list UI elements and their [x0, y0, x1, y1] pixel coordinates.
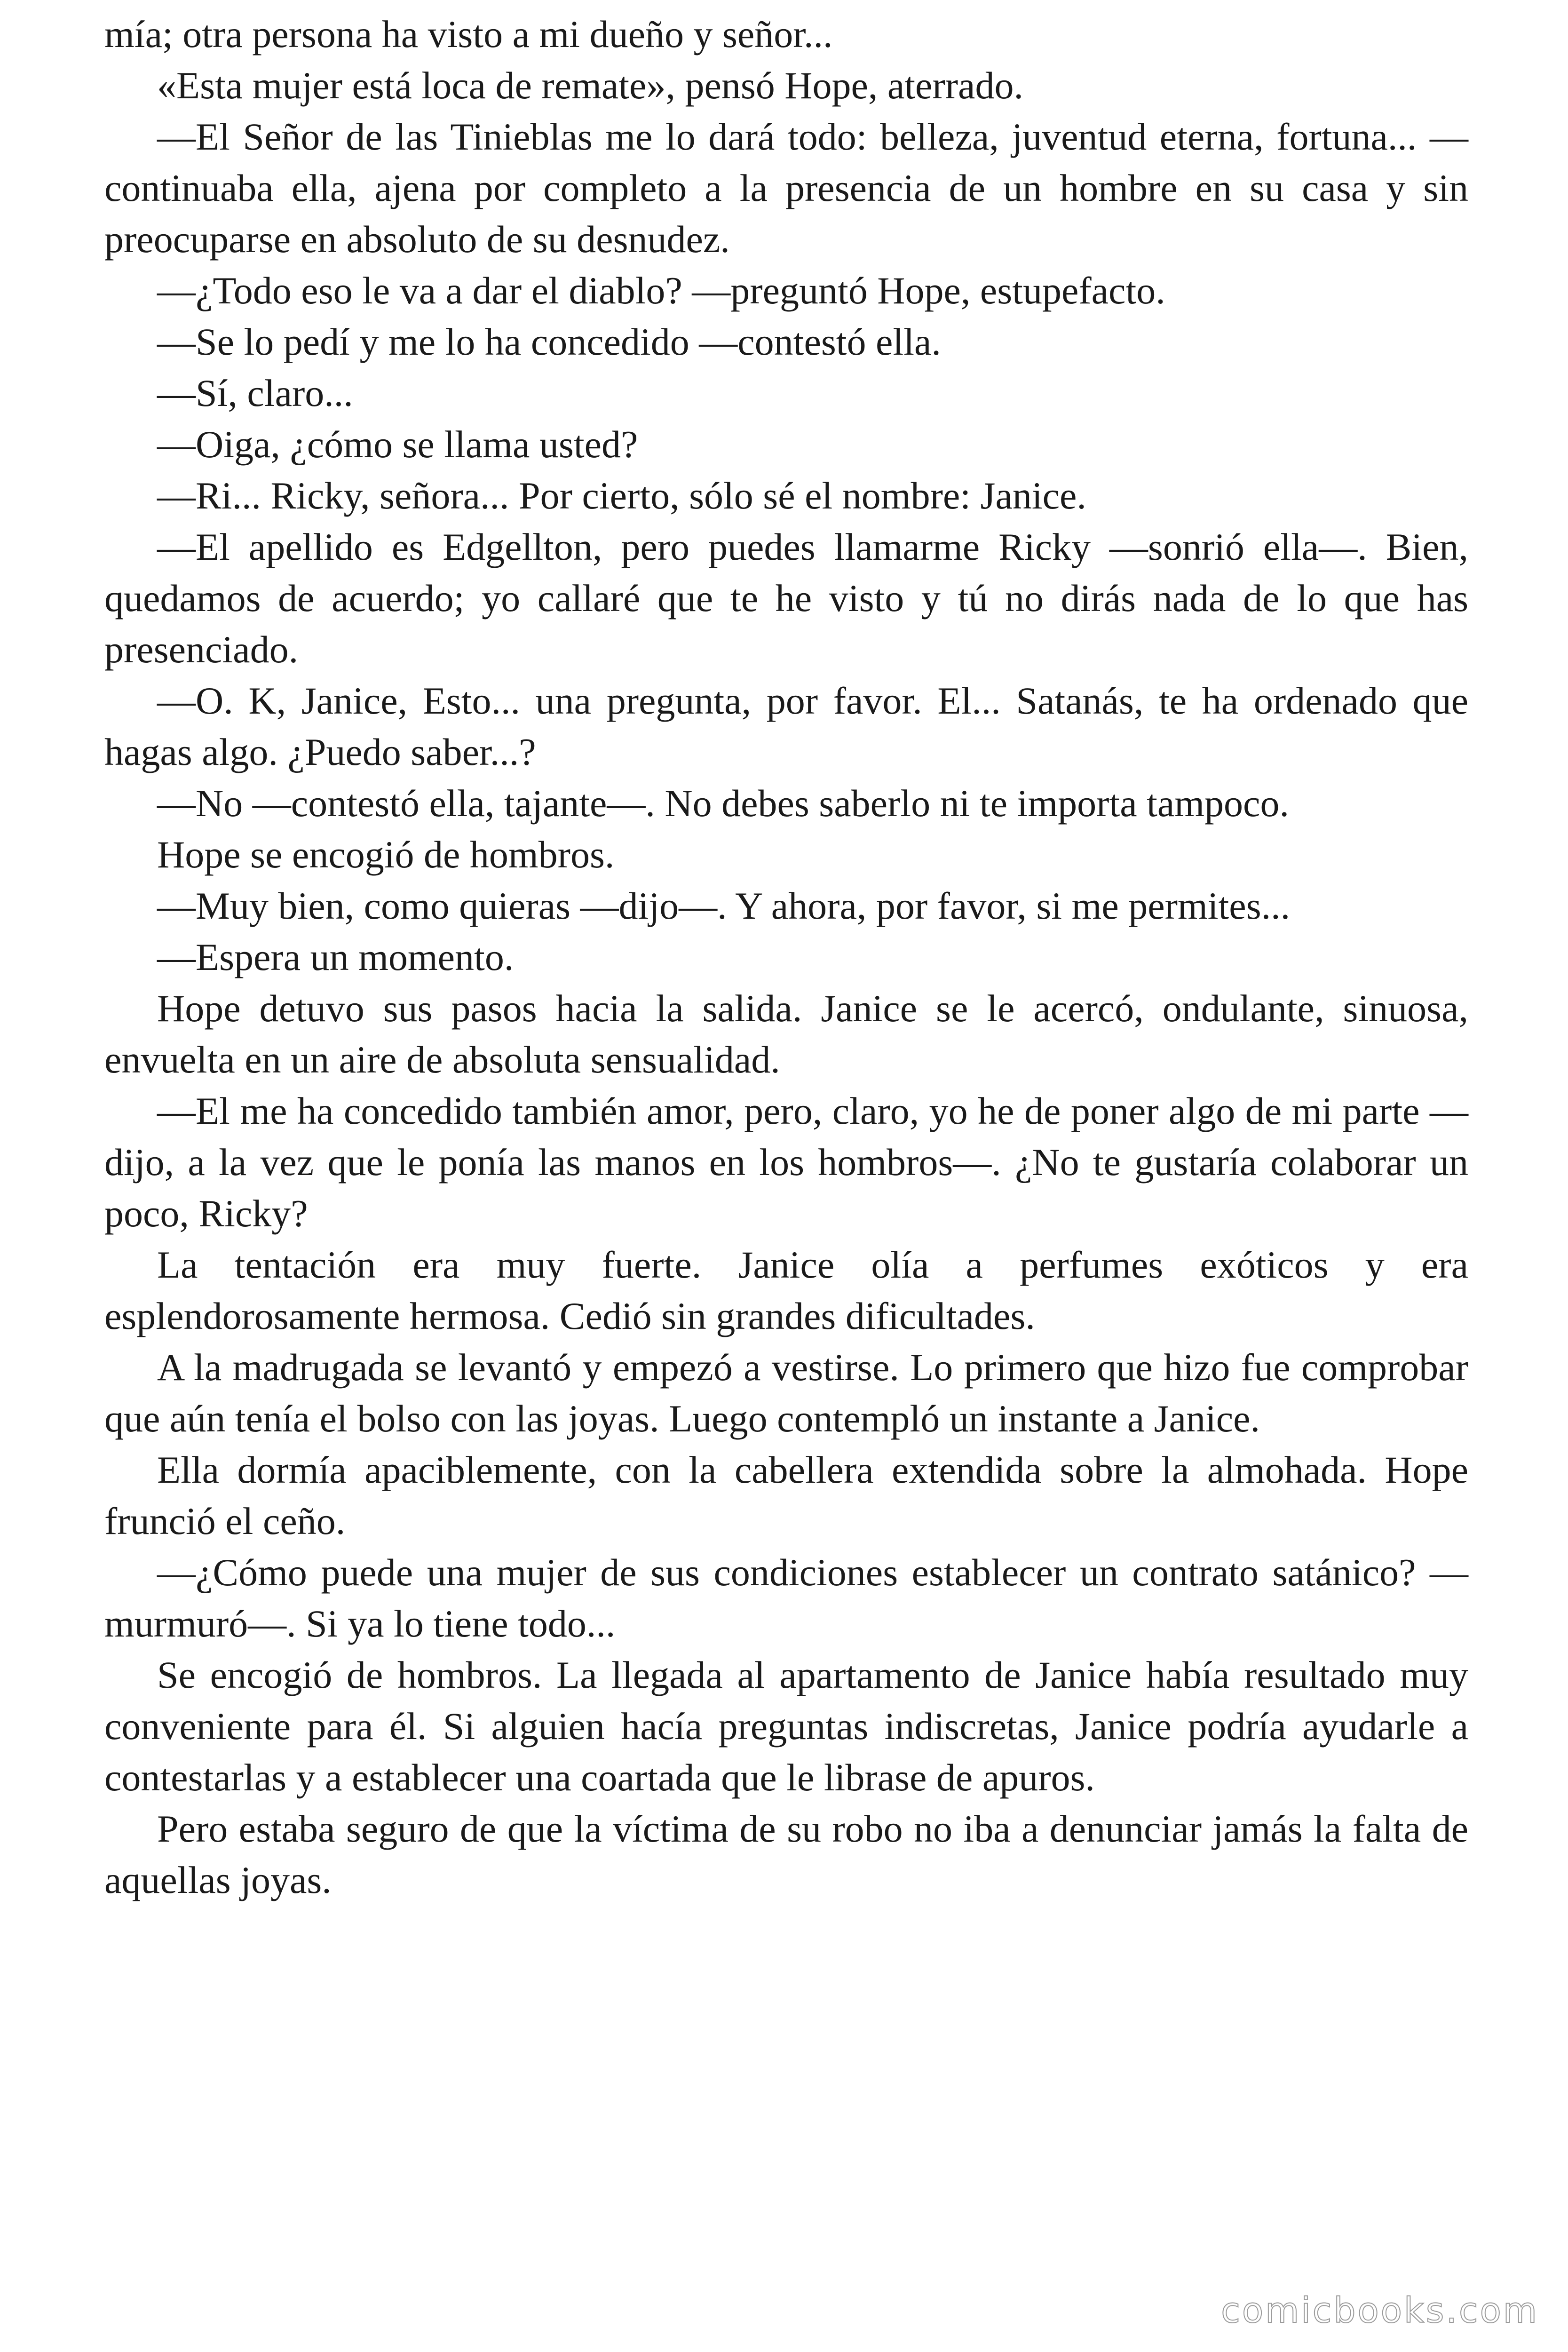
- paragraph: —¿Cómo puede una mujer de sus condiciones establecer un contrato satánico? —murmuró—. Si ya lo tiene todo...: [104, 1551, 1468, 1645]
- paragraph: —O. K, Janice, Esto... una pregunta, por favor. El... Satanás, te ha ordenado que hagas algo. ¿Puedo saber...?: [104, 679, 1468, 773]
- paragraph: —¿Todo eso le va a dar el diablo? —preguntó Hope, estupefacto.: [157, 269, 1165, 312]
- paragraph: Pero estaba seguro de que la víctima de su robo no iba a denunciar jamás la falta de aquellas joyas.: [104, 1807, 1468, 1901]
- paragraph: —El apellido es Edgellton, pero puedes llamarme Ricky —sonrió ella—. Bien, quedamos de acuerdo; yo callaré que te he visto y tú no dirás nada de lo que has presenciado.: [104, 525, 1468, 671]
- paragraph: Hope detuvo sus pasos hacia la salida. Janice se le acercó, ondulante, sinuosa, envuelta en un aire de absoluta sensualidad.: [104, 987, 1468, 1081]
- paragraph: —El me ha concedido también amor, pero, claro, yo he de poner algo de mi parte —dijo, a la vez que le ponía las manos en los hombros—. ¿No te gustaría colaborar un poco, Ricky?: [104, 1089, 1468, 1235]
- paragraph: —Se lo pedí y me lo ha concedido —contestó ella.: [157, 320, 941, 363]
- paragraph: Hope se encogió de hombros.: [157, 833, 615, 876]
- paragraph: —Oiga, ¿cómo se llama usted?: [157, 423, 638, 466]
- paragraph: Ella dormía apaciblemente, con la cabellera extendida sobre la almohada. Hope frunció el ceño.: [104, 1448, 1468, 1542]
- paragraph: —Sí, claro...: [157, 372, 353, 414]
- paragraph: —No —contestó ella, tajante—. No debes saberlo ni te importa tampoco.: [157, 782, 1289, 825]
- watermark: comicbooks.com: [1221, 2290, 1539, 2331]
- paragraph: —Muy bien, como quieras —dijo—. Y ahora, por favor, si me permites...: [157, 884, 1291, 927]
- paragraph: La tentación era muy fuerte. Janice olía a perfumes exóticos y era esplendorosamente hermosa. Cedió sin grandes dificultades.: [104, 1243, 1468, 1337]
- page-body: [104, 8, 1468, 1906]
- paragraph: —Espera un momento.: [157, 936, 514, 978]
- paragraph: mía; otra persona ha visto a mi dueño y señor...: [104, 13, 833, 56]
- paragraph: Se encogió de hombros. La llegada al apartamento de Janice había resultado muy conveniente para él. Si alguien hacía preguntas indiscretas, Janice podría ayudarle a contestarlas y a establecer una coartada que le librase de apuros.: [104, 1653, 1468, 1799]
- paragraph: «Esta mujer está loca de remate», pensó Hope, aterrado.: [157, 64, 1023, 107]
- paragraph: —El Señor de las Tinieblas me lo dará todo: belleza, juventud eterna, fortuna... —continuaba ella, ajena por completo a la presencia de un hombre en su casa y sin preocuparse en absoluto de su desnudez.: [104, 115, 1468, 261]
- paragraph: A la madrugada se levantó y empezó a vestirse. Lo primero que hizo fue comprobar que aún tenía el bolso con las joyas. Luego contempló un instante a Janice.: [104, 1346, 1468, 1440]
- paragraph: —Ri... Ricky, señora... Por cierto, sólo sé el nombre: Janice.: [157, 474, 1086, 517]
